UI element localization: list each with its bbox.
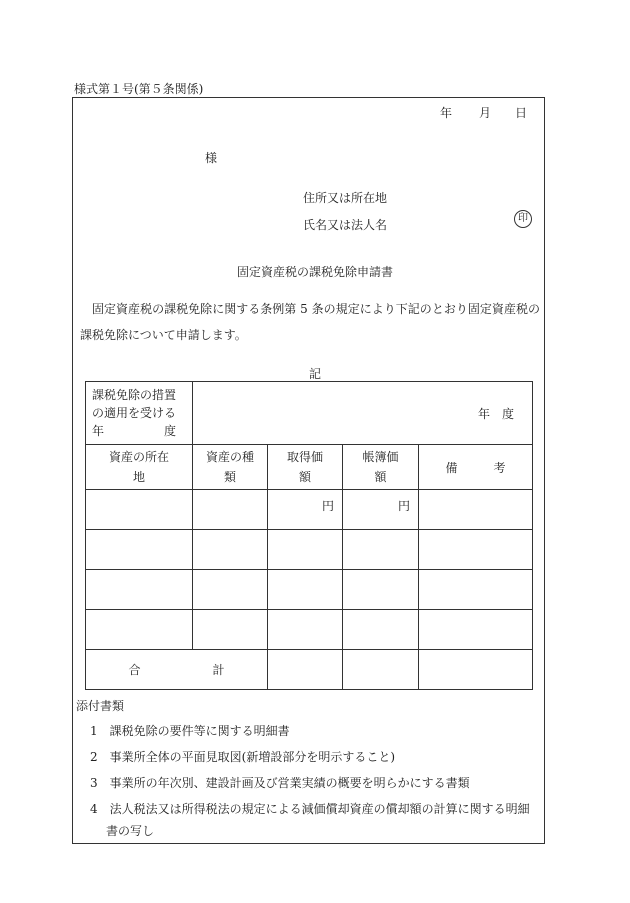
seal-mark: 印 (514, 210, 532, 228)
location-cell[interactable] (86, 490, 193, 530)
attachment-item (90, 772, 540, 794)
name-label: 氏名又は法人名 (303, 218, 388, 232)
header-row (86, 445, 533, 490)
total-remarks-cell[interactable] (419, 650, 533, 690)
header-book-line2: 額 (374, 470, 387, 484)
fiscal-year-suffix: 年 度 (477, 406, 514, 421)
table-row (86, 490, 533, 530)
attachment-number: 1 (90, 724, 98, 738)
book-value-cell[interactable] (343, 610, 419, 650)
acquisition-cell[interactable] (268, 610, 343, 650)
attachment-number: 4 (90, 802, 98, 816)
acquisition-cell[interactable] (268, 490, 343, 530)
attachment-text: 法人税法又は所得税法の規定による減価償却資産の償却額の計算に関する明細書の写し (106, 802, 530, 838)
type-cell[interactable] (193, 490, 268, 530)
date-year-label: 年 (440, 106, 453, 120)
date-day-label: 日 (515, 106, 528, 120)
remarks-cell[interactable] (419, 490, 533, 530)
date-month-label: 月 (479, 106, 492, 120)
fiscal-year-row (86, 382, 533, 445)
book-value-cell[interactable] (343, 490, 419, 530)
header-acquisition-line1: 取得価 (286, 450, 323, 464)
ki-heading: 記 (308, 367, 321, 381)
attachment-item (90, 746, 540, 768)
type-cell[interactable] (193, 610, 268, 650)
header-book-line1: 帳簿価 (362, 450, 399, 464)
header-type-line1: 資産の種 (205, 450, 254, 464)
remarks-cell[interactable] (419, 610, 533, 650)
header-type (193, 445, 268, 490)
yen-unit: 円 (321, 499, 334, 513)
attachment-text: 課税免除の要件等に関する明細書 (109, 724, 290, 738)
acquisition-cell[interactable] (268, 530, 343, 570)
attachment-number: 2 (90, 750, 98, 764)
application-statement: 固定資産税の課税免除に関する条例第 5 条の規定により下記のとおり固定資産税の課税免除について申請します。 (80, 302, 540, 342)
total-acquisition-cell[interactable] (268, 650, 343, 690)
total-row (86, 650, 533, 690)
attachments-heading: 添付書類 (76, 699, 125, 713)
acquisition-cell[interactable] (268, 570, 343, 610)
header-remarks: 備 考 (419, 445, 533, 490)
remarks-cell[interactable] (419, 570, 533, 610)
form-label: 様式第１号(第５条関係) (74, 82, 204, 96)
type-cell[interactable] (193, 530, 268, 570)
attachment-item (90, 720, 540, 742)
measure-label-line1: 課税免除の措置 (92, 388, 177, 402)
header-book-value (343, 445, 419, 490)
total-label: 合 計 (86, 650, 268, 690)
attachment-text: 事業所の年次別、建設計画及び営業実績の概要を明らかにする書類 (109, 776, 470, 790)
measure-label-line3: 年 度 (92, 424, 177, 438)
type-cell[interactable] (193, 570, 268, 610)
location-cell[interactable] (86, 530, 193, 570)
header-type-line2: 類 (223, 470, 236, 484)
table-row (86, 570, 533, 610)
location-cell[interactable] (86, 570, 193, 610)
book-value-cell[interactable] (343, 570, 419, 610)
header-location (86, 445, 193, 490)
header-acquisition-line2: 額 (298, 470, 311, 484)
remarks-cell[interactable] (419, 530, 533, 570)
attachment-text: 事業所全体の平面見取図(新増設部分を明示すること) (109, 750, 396, 764)
header-location-line2: 地 (132, 470, 145, 484)
addressee-suffix: 様 (205, 151, 218, 165)
document-title: 固定資産税の課税免除申請書 (236, 265, 393, 279)
attachment-number: 3 (90, 776, 98, 790)
table-row (86, 610, 533, 650)
yen-unit: 円 (397, 499, 410, 513)
address-label: 住所又は所在地 (303, 191, 388, 205)
fiscal-year-cell[interactable] (193, 382, 533, 445)
table-row (86, 530, 533, 570)
book-value-cell[interactable] (343, 530, 419, 570)
asset-table (85, 381, 533, 690)
location-cell[interactable] (86, 610, 193, 650)
header-location-line1: 資産の所在 (108, 450, 169, 464)
total-book-value-cell[interactable] (343, 650, 419, 690)
attachment-item (90, 798, 540, 842)
measure-label-cell (86, 382, 193, 445)
measure-label-line2: の適用を受ける (92, 406, 177, 420)
header-acquisition-price (268, 445, 343, 490)
